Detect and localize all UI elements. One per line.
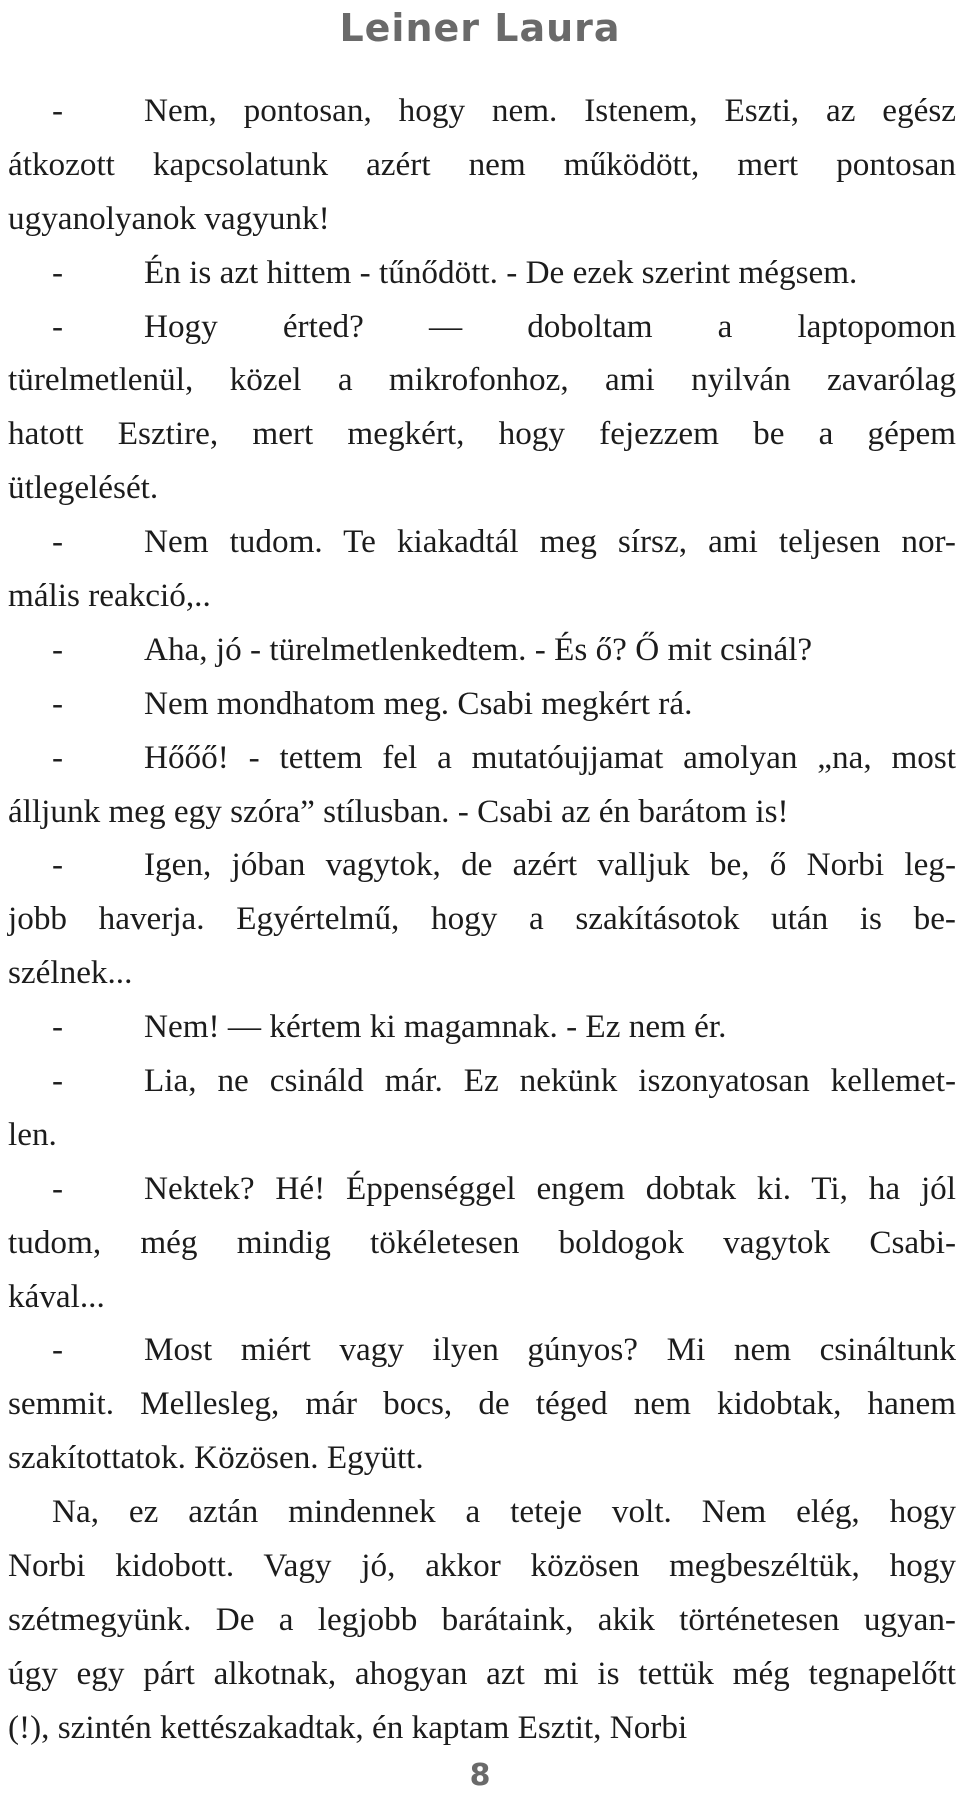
dialogue-dash: - <box>52 253 64 291</box>
text-line: szélnek... <box>8 954 133 992</box>
text-line: átkozott kapcsolatunk azért nem működött, mert pontosan <box>8 145 956 183</box>
text-line: hatott Esztire, mert megkért, hogy fejezzem be a gépem <box>8 415 956 453</box>
dialogue-dash: - <box>52 738 64 776</box>
text-line: semmit. Mellesleg, már bocs, de téged nem kidobtak, hanem <box>8 1385 956 1423</box>
dialogue-dash: - <box>52 684 64 722</box>
text-line: szakítottatok. Közösen. Együtt. <box>8 1439 424 1477</box>
text-line: - Most miért vagy ilyen gúnyos? Mi nem csináltunk <box>8 1323 956 1377</box>
text-line: - Nem! — kértem ki magamnak. - Ez nem ér. <box>8 1000 956 1054</box>
dialogue-dash: - <box>52 630 64 668</box>
text-line: ugyanolyanok vagyunk! <box>8 199 330 237</box>
dialogue-dash: - <box>52 307 64 345</box>
text-line: mális reakció,.. <box>8 577 211 615</box>
dialogue-dash: - <box>52 1169 64 1207</box>
text-line: tudom, még mindig tökéletesen boldogok vagytok Csabi- <box>8 1223 956 1261</box>
dialogue-dash: - <box>52 92 64 129</box>
text-line: ütlegelését. <box>8 469 159 507</box>
text-line: Na, ez aztán mindennek a teteje volt. Nem elég, hogy <box>52 1493 956 1531</box>
text-line: - Nem mondhatom meg. Csabi megkért rá. <box>8 677 956 731</box>
dialogue-dash: - <box>52 1008 64 1046</box>
text-line: (!), szintén kettészakadtak, én kaptam Esztit, Norbi <box>8 1708 688 1746</box>
text-line: Norbi kidobott. Vagy jó, akkor közösen megbeszéltük, hogy <box>8 1547 956 1585</box>
text-line: jobb haverja. Egyértelmű, hogy a szakításotok után is be- <box>8 900 956 938</box>
dialogue-dash: - <box>52 1062 64 1100</box>
dialogue-dash: - <box>52 523 64 561</box>
text-line: kával... <box>8 1277 105 1315</box>
text-line: - Én is azt hittem - tűnődött. - De ezek szerint mégsem. <box>8 246 956 300</box>
text-line: - Nem, pontosan, hogy nem. Istenem, Eszti, az egész <box>8 84 956 138</box>
text-line: türelmetlenül, közel a mikrofonhoz, ami nyilván zavarólag <box>8 361 956 399</box>
page-number: 8 <box>469 1758 491 1793</box>
text-line: - Igen, jóban vagytok, de azért valljuk be, ő Norbi leg- <box>8 838 956 892</box>
text-line: álljunk meg egy szóra” stílusban. - Csabi az én barátom is! <box>8 792 789 830</box>
text-line: - Aha, jó - türelmetlenkedtem. - És ő? Ő mit csinál? <box>8 623 956 677</box>
dialogue-dash: - <box>52 846 64 884</box>
text-line: - Hogy érted? — doboltam a laptopomon <box>8 300 956 354</box>
text-line: szétmegyünk. De a legjobb barátaink, akik történetesen ugyan- <box>8 1600 956 1638</box>
text-line: úgy egy párt alkotnak, ahogyan azt mi is tettük még tegnapelőtt <box>8 1654 956 1692</box>
text-line: - Lia, ne csináld már. Ez nekünk iszonyatosan kellemet- <box>8 1054 956 1108</box>
text-line: - Nem tudom. Te kiakadtál meg sírsz, ami teljesen nor- <box>8 515 956 569</box>
text-line: len. <box>8 1115 57 1153</box>
running-header-author: Leiner Laura <box>339 6 621 50</box>
page-body <box>8 84 956 1755</box>
dialogue-dash: - <box>52 1331 64 1369</box>
text-line: - Nektek? Hé! Éppenséggel engem dobtak ki. Ti, ha jól <box>8 1162 956 1216</box>
text-line: - Hőőő! - tettem fel a mutatóujjamat amolyan „na, most <box>8 731 956 785</box>
